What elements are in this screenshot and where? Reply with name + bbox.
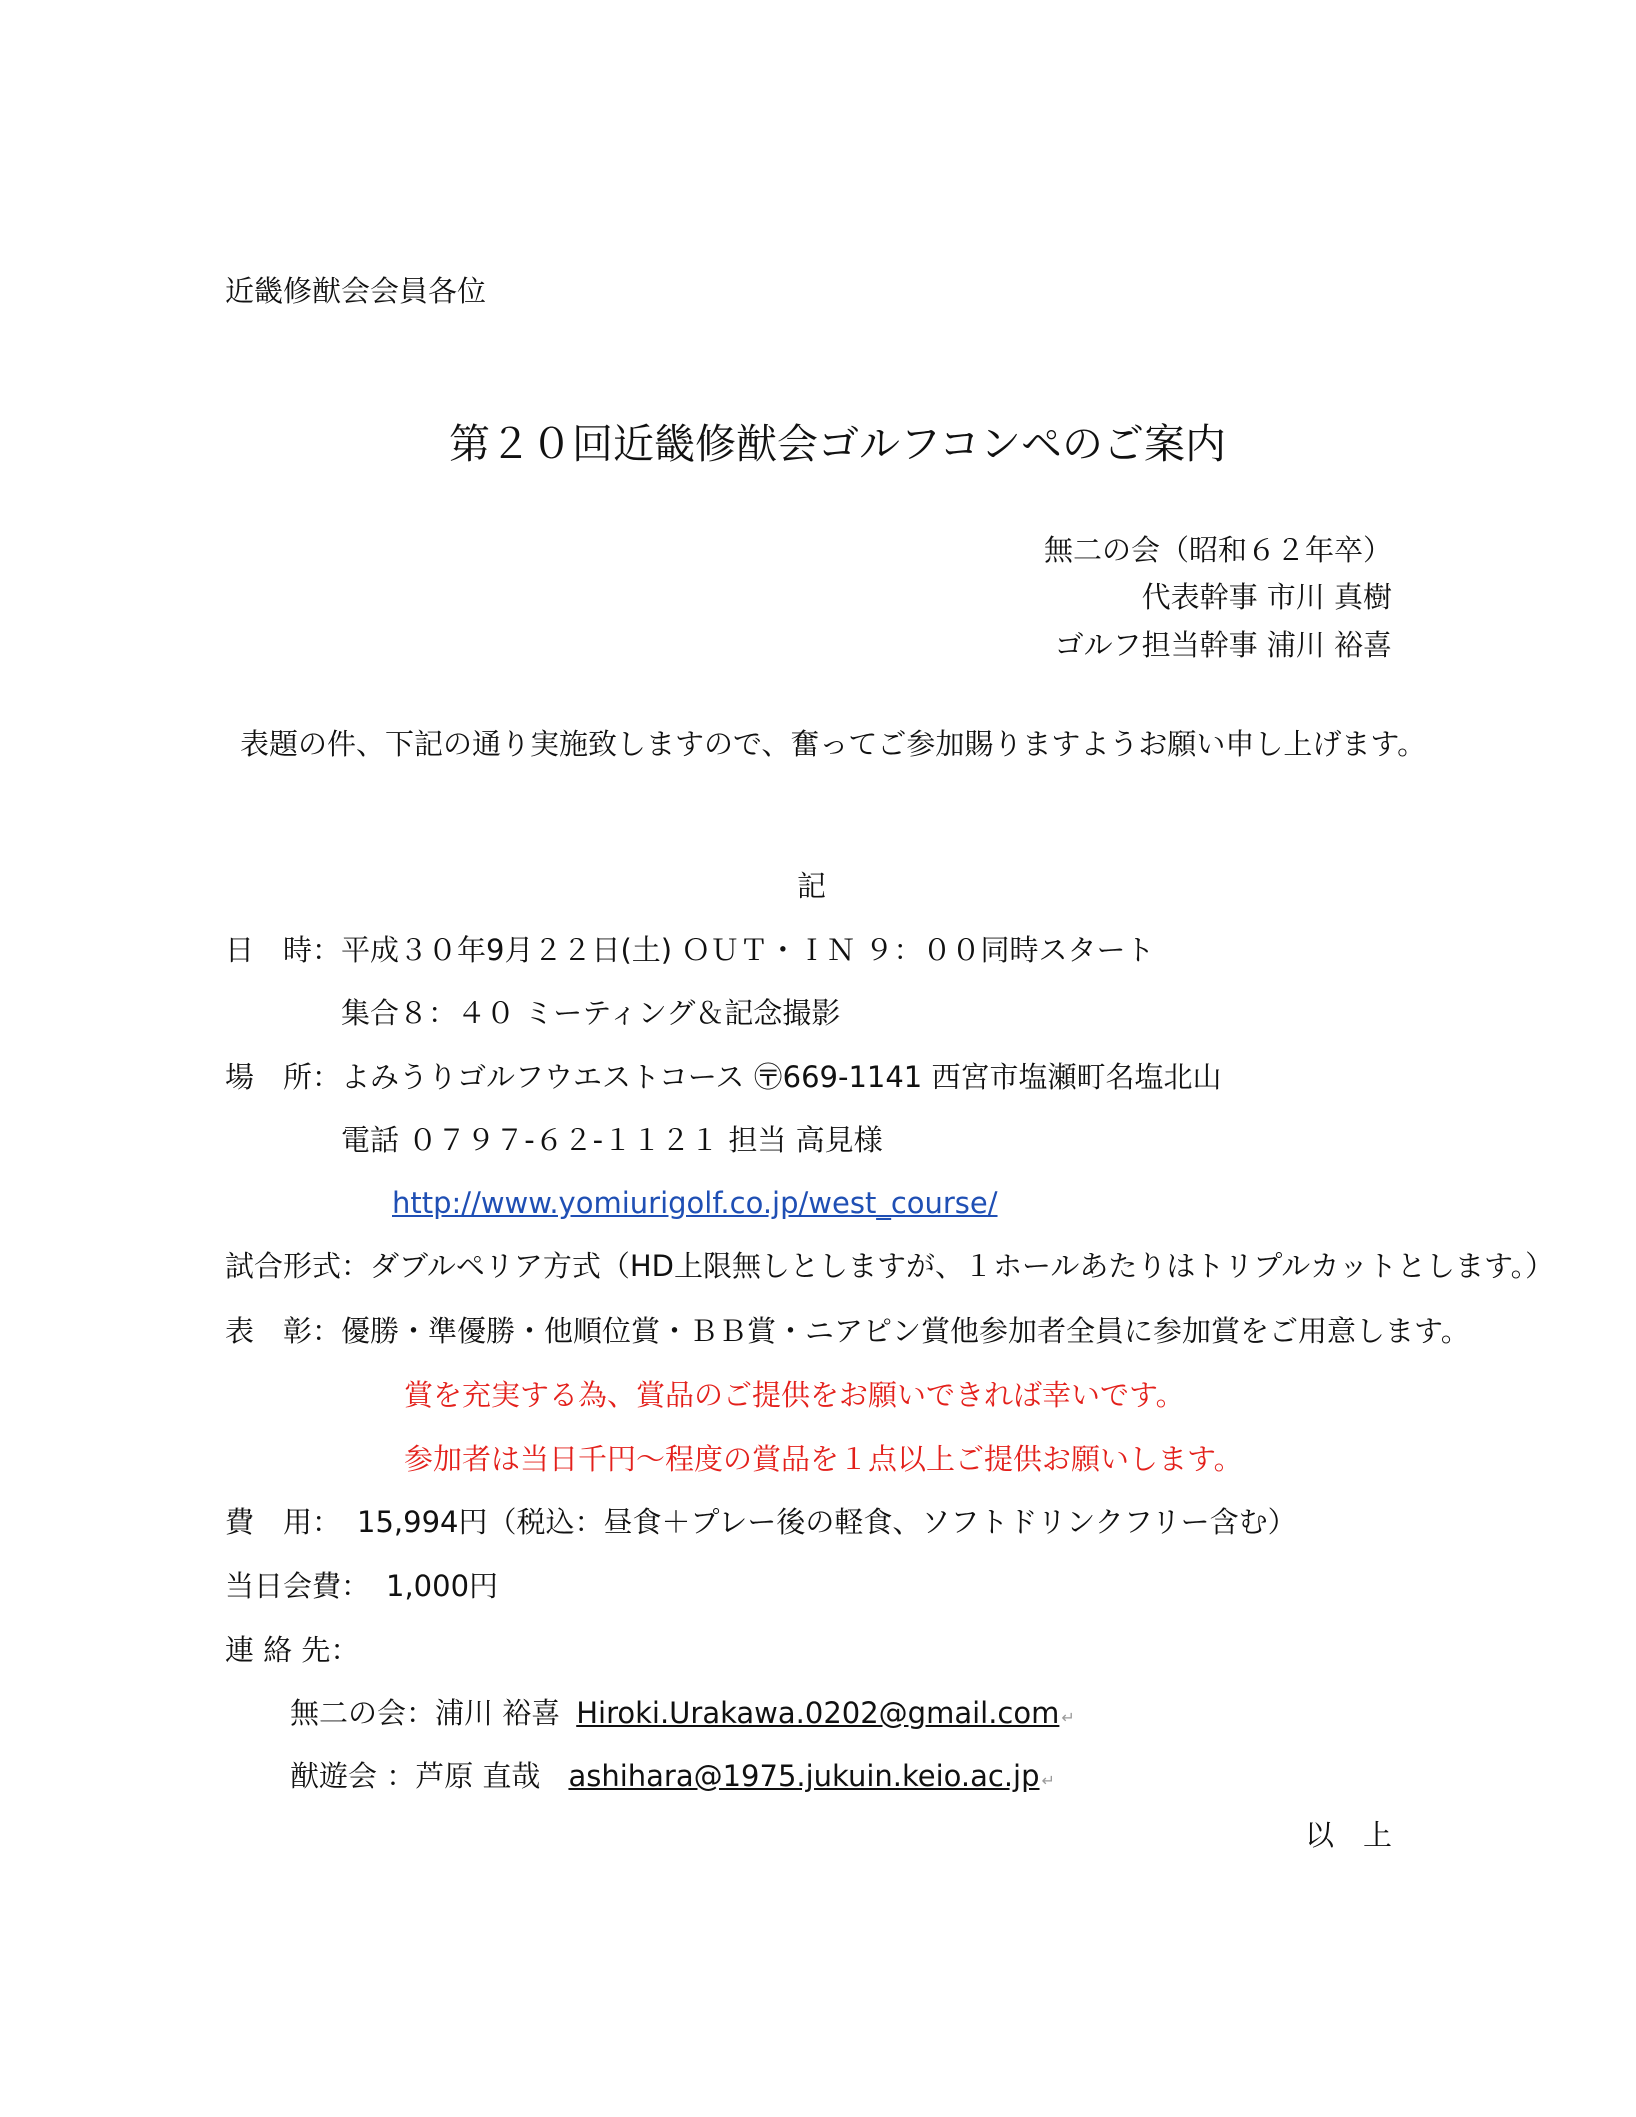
ki-heading: 記 [797, 869, 827, 903]
document-title: 第２０回近畿修猷会ゴルフコンペのご案内 [449, 420, 1226, 468]
fee-label: 費 用： [225, 1505, 342, 1539]
place-label: 場 所： [225, 1060, 342, 1094]
award-row [225, 1312, 1470, 1350]
format-label: 試合形式： [225, 1249, 371, 1283]
sender-group: 無二の会（昭和６２年卒） [1043, 533, 1392, 567]
dayfee-label: 当日会費： [225, 1569, 371, 1603]
contact-label: 連 絡 先： [225, 1633, 360, 1667]
gathering-info: 集合８：４０ ミーティング＆記念撮影 [341, 996, 841, 1030]
place-row [225, 1058, 1221, 1096]
place-value: よみうりゴルフウエストコース 〶669-1141 西宮市塩瀬町名塩北山 [341, 1060, 1222, 1094]
format-row [225, 1247, 1554, 1285]
sender-golf-organizer: ゴルフ担当幹事 浦川 裕喜 [1054, 628, 1392, 662]
return-mark-icon: ↵ [1061, 1708, 1075, 1727]
contact-1-organizer: 無二の会：浦川 裕喜 [290, 1696, 561, 1730]
contact-row-1 [290, 1694, 1075, 1737]
contact-2-email-link[interactable]: ashihara@1975.jukuin.keio.ac.jp [568, 1759, 1040, 1793]
datetime-label: 日 時： [225, 933, 342, 967]
contact-2-organizer: 猷遊会 ：芦原 直哉 [290, 1759, 541, 1793]
datetime-row [225, 931, 1155, 969]
award-value: 優勝・準優勝・他順位賞・ＢＢ賞・ニアピン賞他参加者全員に参加賞をご用意します。 [341, 1314, 1470, 1348]
dayfee-value: 1,000円 [386, 1569, 499, 1603]
sender-representative: 代表幹事 市川 真樹 [1141, 580, 1392, 614]
award-note-1: 賞を充実する為、賞品のご提供をお願いできれば幸いです。 [404, 1378, 1185, 1412]
format-value: ダブルペリア方式（HD上限無しとしますが、１ホールあたりはトリプルカットとします。） [370, 1249, 1555, 1283]
return-mark-icon: ↵ [1041, 1771, 1055, 1790]
contact-1-email-link[interactable]: Hiroki.Urakawa.0202@gmail.com [576, 1696, 1060, 1730]
addressee: 近畿修猷会会員各位 [225, 274, 487, 308]
intro-text: 表題の件、下記の通り実施致しますので、奮ってご参加賜りますようお願い申し上げます。 [240, 727, 1427, 761]
place-phone: 電話 ０７９７-６２-１１２１ 担当 高見様 [341, 1123, 883, 1157]
award-label: 表 彰： [225, 1314, 342, 1348]
closing-text: 以 上 [1304, 1818, 1392, 1852]
fee-row [225, 1503, 1297, 1541]
datetime-value: 平成３０年9月２２日(土) ＯＵＴ・ＩＮ ９：００同時スタート [341, 933, 1155, 967]
course-url-link[interactable]: http://www.yomiurigolf.co.jp/west_course/ [392, 1186, 998, 1220]
dayfee-row [225, 1567, 498, 1605]
contact-row-2 [290, 1757, 1055, 1800]
fee-value: 15,994円（税込：昼食＋プレー後の軽食、ソフトドリンクフリー含む） [357, 1505, 1297, 1539]
award-note-2: 参加者は当日千円～程度の賞品を１点以上ご提供お願いします。 [404, 1442, 1243, 1476]
